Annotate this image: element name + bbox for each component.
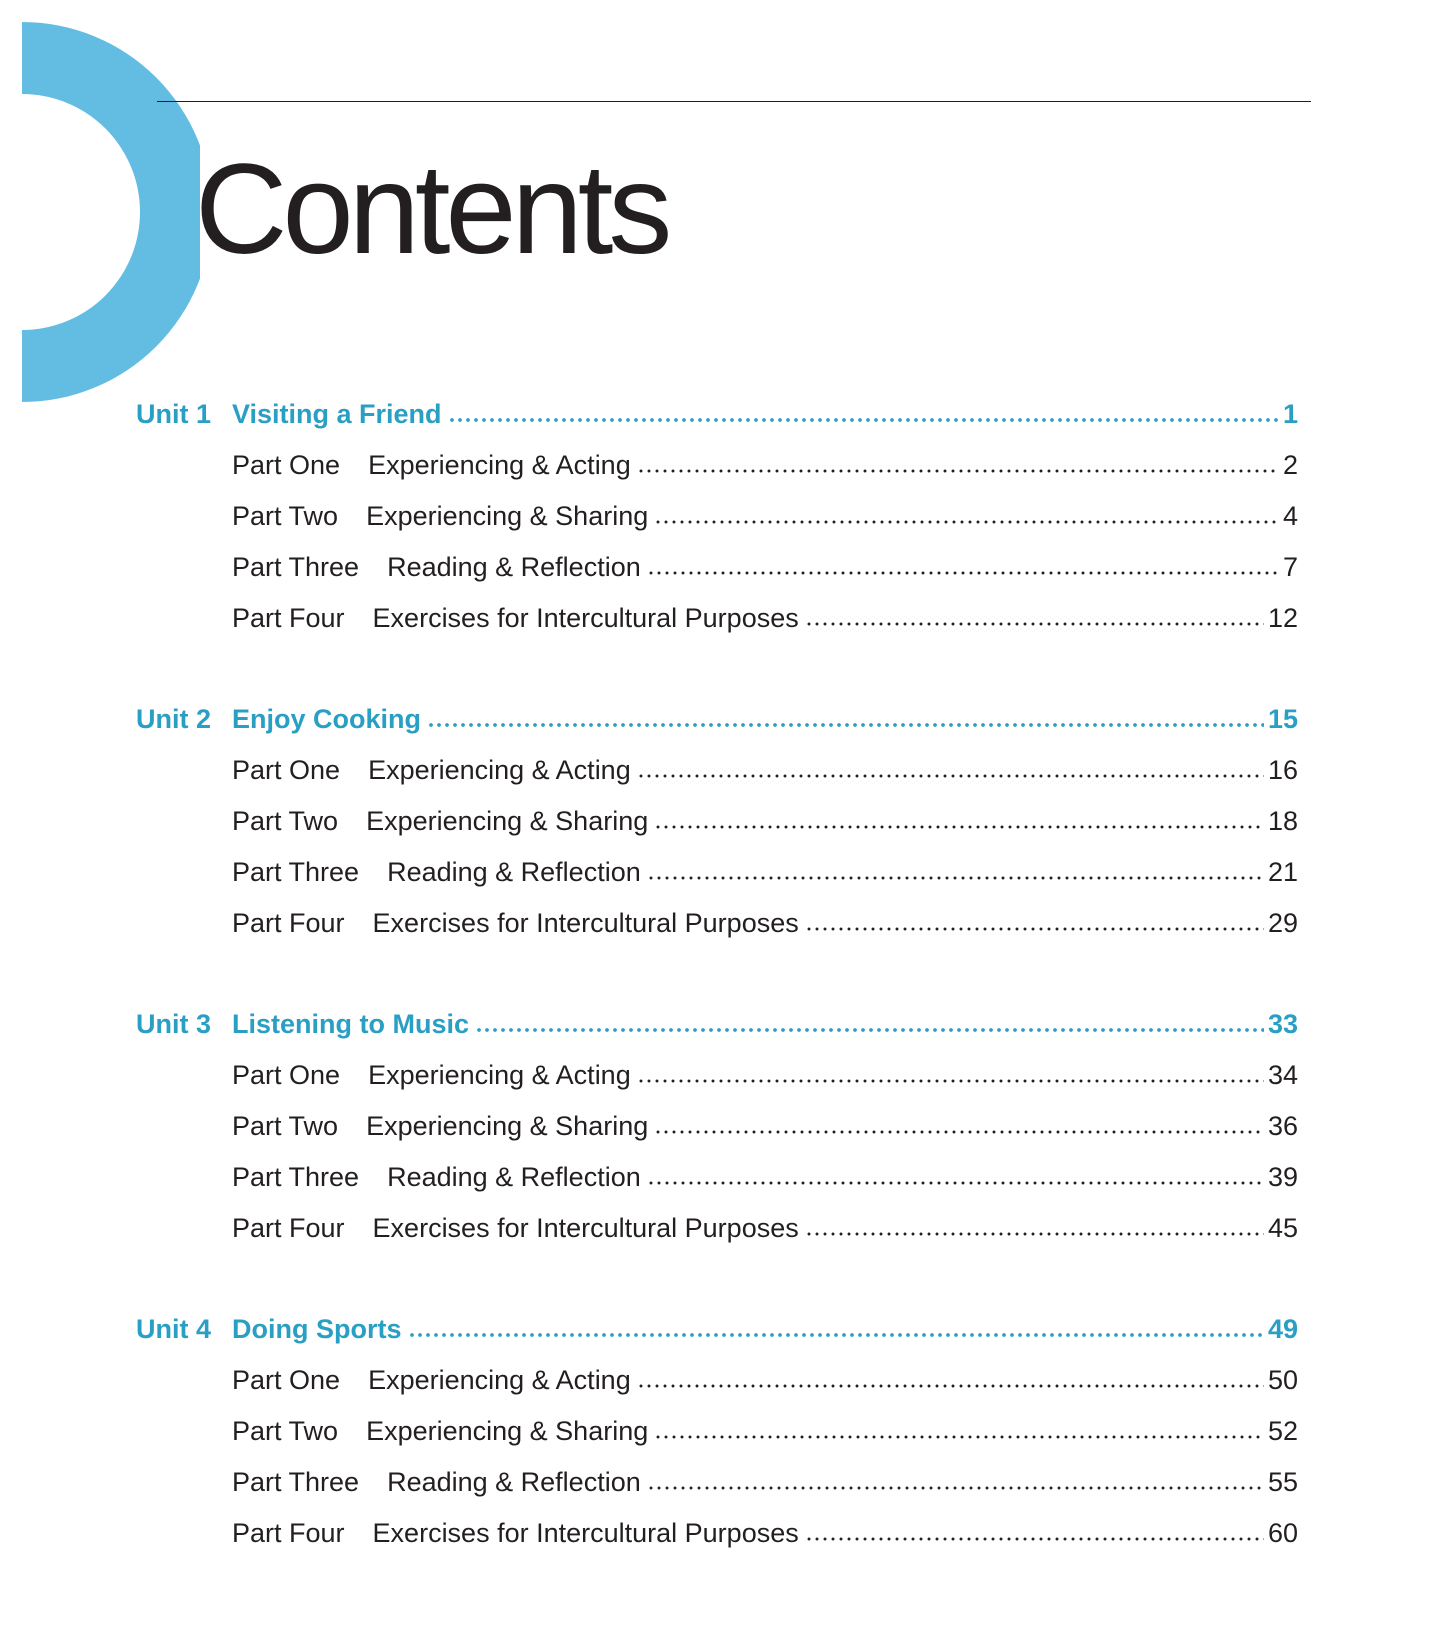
unit-label: Unit 4 <box>136 1314 212 1344</box>
unit-heading[interactable] <box>136 1304 1298 1355</box>
dot-leader <box>637 1376 1264 1396</box>
part-label: Part Four <box>232 603 345 633</box>
part-page-number: 39 <box>1267 1162 1298 1192</box>
part-label: Part Three <box>232 857 360 887</box>
part-title: Exercises for Intercultural Purposes <box>372 1213 799 1243</box>
part-entry[interactable] <box>136 1152 1298 1203</box>
dot-leader <box>647 1173 1264 1193</box>
part-page-number: 45 <box>1267 1213 1298 1243</box>
part-label: Part One <box>232 755 341 785</box>
part-page-number: 7 <box>1282 552 1298 582</box>
unit-page-number: 49 <box>1267 1314 1298 1344</box>
part-page-number: 50 <box>1267 1365 1298 1395</box>
dot-leader <box>647 563 1279 583</box>
part-entry[interactable] <box>136 1457 1298 1508</box>
dot-leader <box>654 1122 1264 1142</box>
part-title: Reading & Reflection <box>387 857 641 887</box>
dot-leader <box>805 1224 1264 1244</box>
part-title: Reading & Reflection <box>387 552 641 582</box>
unit-1-section <box>136 389 1298 644</box>
unit-heading[interactable] <box>136 694 1298 745</box>
part-title: Experiencing & Sharing <box>366 1416 649 1446</box>
part-page-number: 4 <box>1282 501 1298 531</box>
header-rule <box>157 101 1311 102</box>
unit-page-number: 15 <box>1267 704 1298 734</box>
part-page-number: 34 <box>1267 1060 1298 1090</box>
part-title: Experiencing & Sharing <box>366 501 649 531</box>
part-title: Experiencing & Acting <box>368 1060 631 1090</box>
dot-leader <box>805 614 1264 634</box>
page-title: Contents <box>195 138 668 281</box>
part-label: Part Four <box>232 1518 345 1548</box>
part-page-number: 2 <box>1282 450 1298 480</box>
part-page-number: 12 <box>1267 603 1298 633</box>
unit-heading[interactable] <box>136 999 1298 1050</box>
part-entry[interactable] <box>136 491 1298 542</box>
unit-page-number: 33 <box>1267 1009 1298 1039</box>
part-page-number: 29 <box>1267 908 1298 938</box>
part-page-number: 36 <box>1267 1111 1298 1141</box>
dot-leader <box>654 512 1279 532</box>
unit-title: Listening to Music <box>232 1009 470 1039</box>
part-label: Part Three <box>232 1162 360 1192</box>
part-entry[interactable] <box>136 1050 1298 1101</box>
part-title: Reading & Reflection <box>387 1162 641 1192</box>
part-title: Exercises for Intercultural Purposes <box>372 908 799 938</box>
unit-label: Unit 3 <box>136 1009 212 1039</box>
part-title: Experiencing & Acting <box>368 450 631 480</box>
part-label: Part One <box>232 450 341 480</box>
unit-title: Enjoy Cooking <box>232 704 421 734</box>
part-entry[interactable] <box>136 1101 1298 1152</box>
part-title: Exercises for Intercultural Purposes <box>372 1518 799 1548</box>
part-entry[interactable] <box>136 898 1298 949</box>
part-title: Experiencing & Acting <box>368 755 631 785</box>
part-page-number: 16 <box>1267 755 1298 785</box>
part-entry[interactable] <box>136 745 1298 796</box>
unit-2-section <box>136 694 1298 949</box>
part-entry[interactable] <box>136 847 1298 898</box>
part-page-number: 52 <box>1267 1416 1298 1446</box>
unit-label: Unit 1 <box>136 399 212 429</box>
dot-leader <box>805 1529 1264 1549</box>
part-entry[interactable] <box>136 593 1298 644</box>
dot-leader <box>805 919 1264 939</box>
part-title: Reading & Reflection <box>387 1467 641 1497</box>
part-entry[interactable] <box>136 796 1298 847</box>
part-title: Experiencing & Sharing <box>366 1111 649 1141</box>
dot-leader <box>408 1325 1264 1345</box>
part-label: Part Two <box>232 1416 339 1446</box>
part-label: Part Two <box>232 806 339 836</box>
dot-leader <box>448 410 1279 430</box>
dot-leader <box>475 1020 1264 1040</box>
unit-title: Doing Sports <box>232 1314 402 1344</box>
decorative-ring-graphic <box>0 0 200 420</box>
unit-3-section <box>136 999 1298 1254</box>
dot-leader <box>647 868 1264 888</box>
part-label: Part Three <box>232 1467 360 1497</box>
part-label: Part Two <box>232 1111 339 1141</box>
part-label: Part Four <box>232 1213 345 1243</box>
dot-leader <box>654 1427 1264 1447</box>
part-label: Part Four <box>232 908 345 938</box>
part-entry[interactable] <box>136 542 1298 593</box>
part-entry[interactable] <box>136 1355 1298 1406</box>
dot-leader <box>654 817 1264 837</box>
part-entry[interactable] <box>136 440 1298 491</box>
part-label: Part One <box>232 1060 341 1090</box>
unit-page-number: 1 <box>1282 399 1298 429</box>
part-page-number: 55 <box>1267 1467 1298 1497</box>
part-title: Exercises for Intercultural Purposes <box>372 603 799 633</box>
part-label: Part Two <box>232 501 339 531</box>
unit-4-section <box>136 1304 1298 1559</box>
part-entry[interactable] <box>136 1508 1298 1559</box>
dot-leader <box>637 1071 1264 1091</box>
unit-heading[interactable] <box>136 389 1298 440</box>
dot-leader <box>647 1478 1264 1498</box>
part-page-number: 21 <box>1267 857 1298 887</box>
part-page-number: 60 <box>1267 1518 1298 1548</box>
dot-leader <box>427 715 1264 735</box>
dot-leader <box>637 461 1279 481</box>
part-title: Experiencing & Sharing <box>366 806 649 836</box>
dot-leader <box>637 766 1264 786</box>
part-page-number: 18 <box>1267 806 1298 836</box>
part-entry[interactable] <box>136 1203 1298 1254</box>
part-entry[interactable] <box>136 1406 1298 1457</box>
unit-title: Visiting a Friend <box>232 399 442 429</box>
part-label: Part Three <box>232 552 360 582</box>
unit-label: Unit 2 <box>136 704 212 734</box>
part-label: Part One <box>232 1365 341 1395</box>
part-title: Experiencing & Acting <box>368 1365 631 1395</box>
